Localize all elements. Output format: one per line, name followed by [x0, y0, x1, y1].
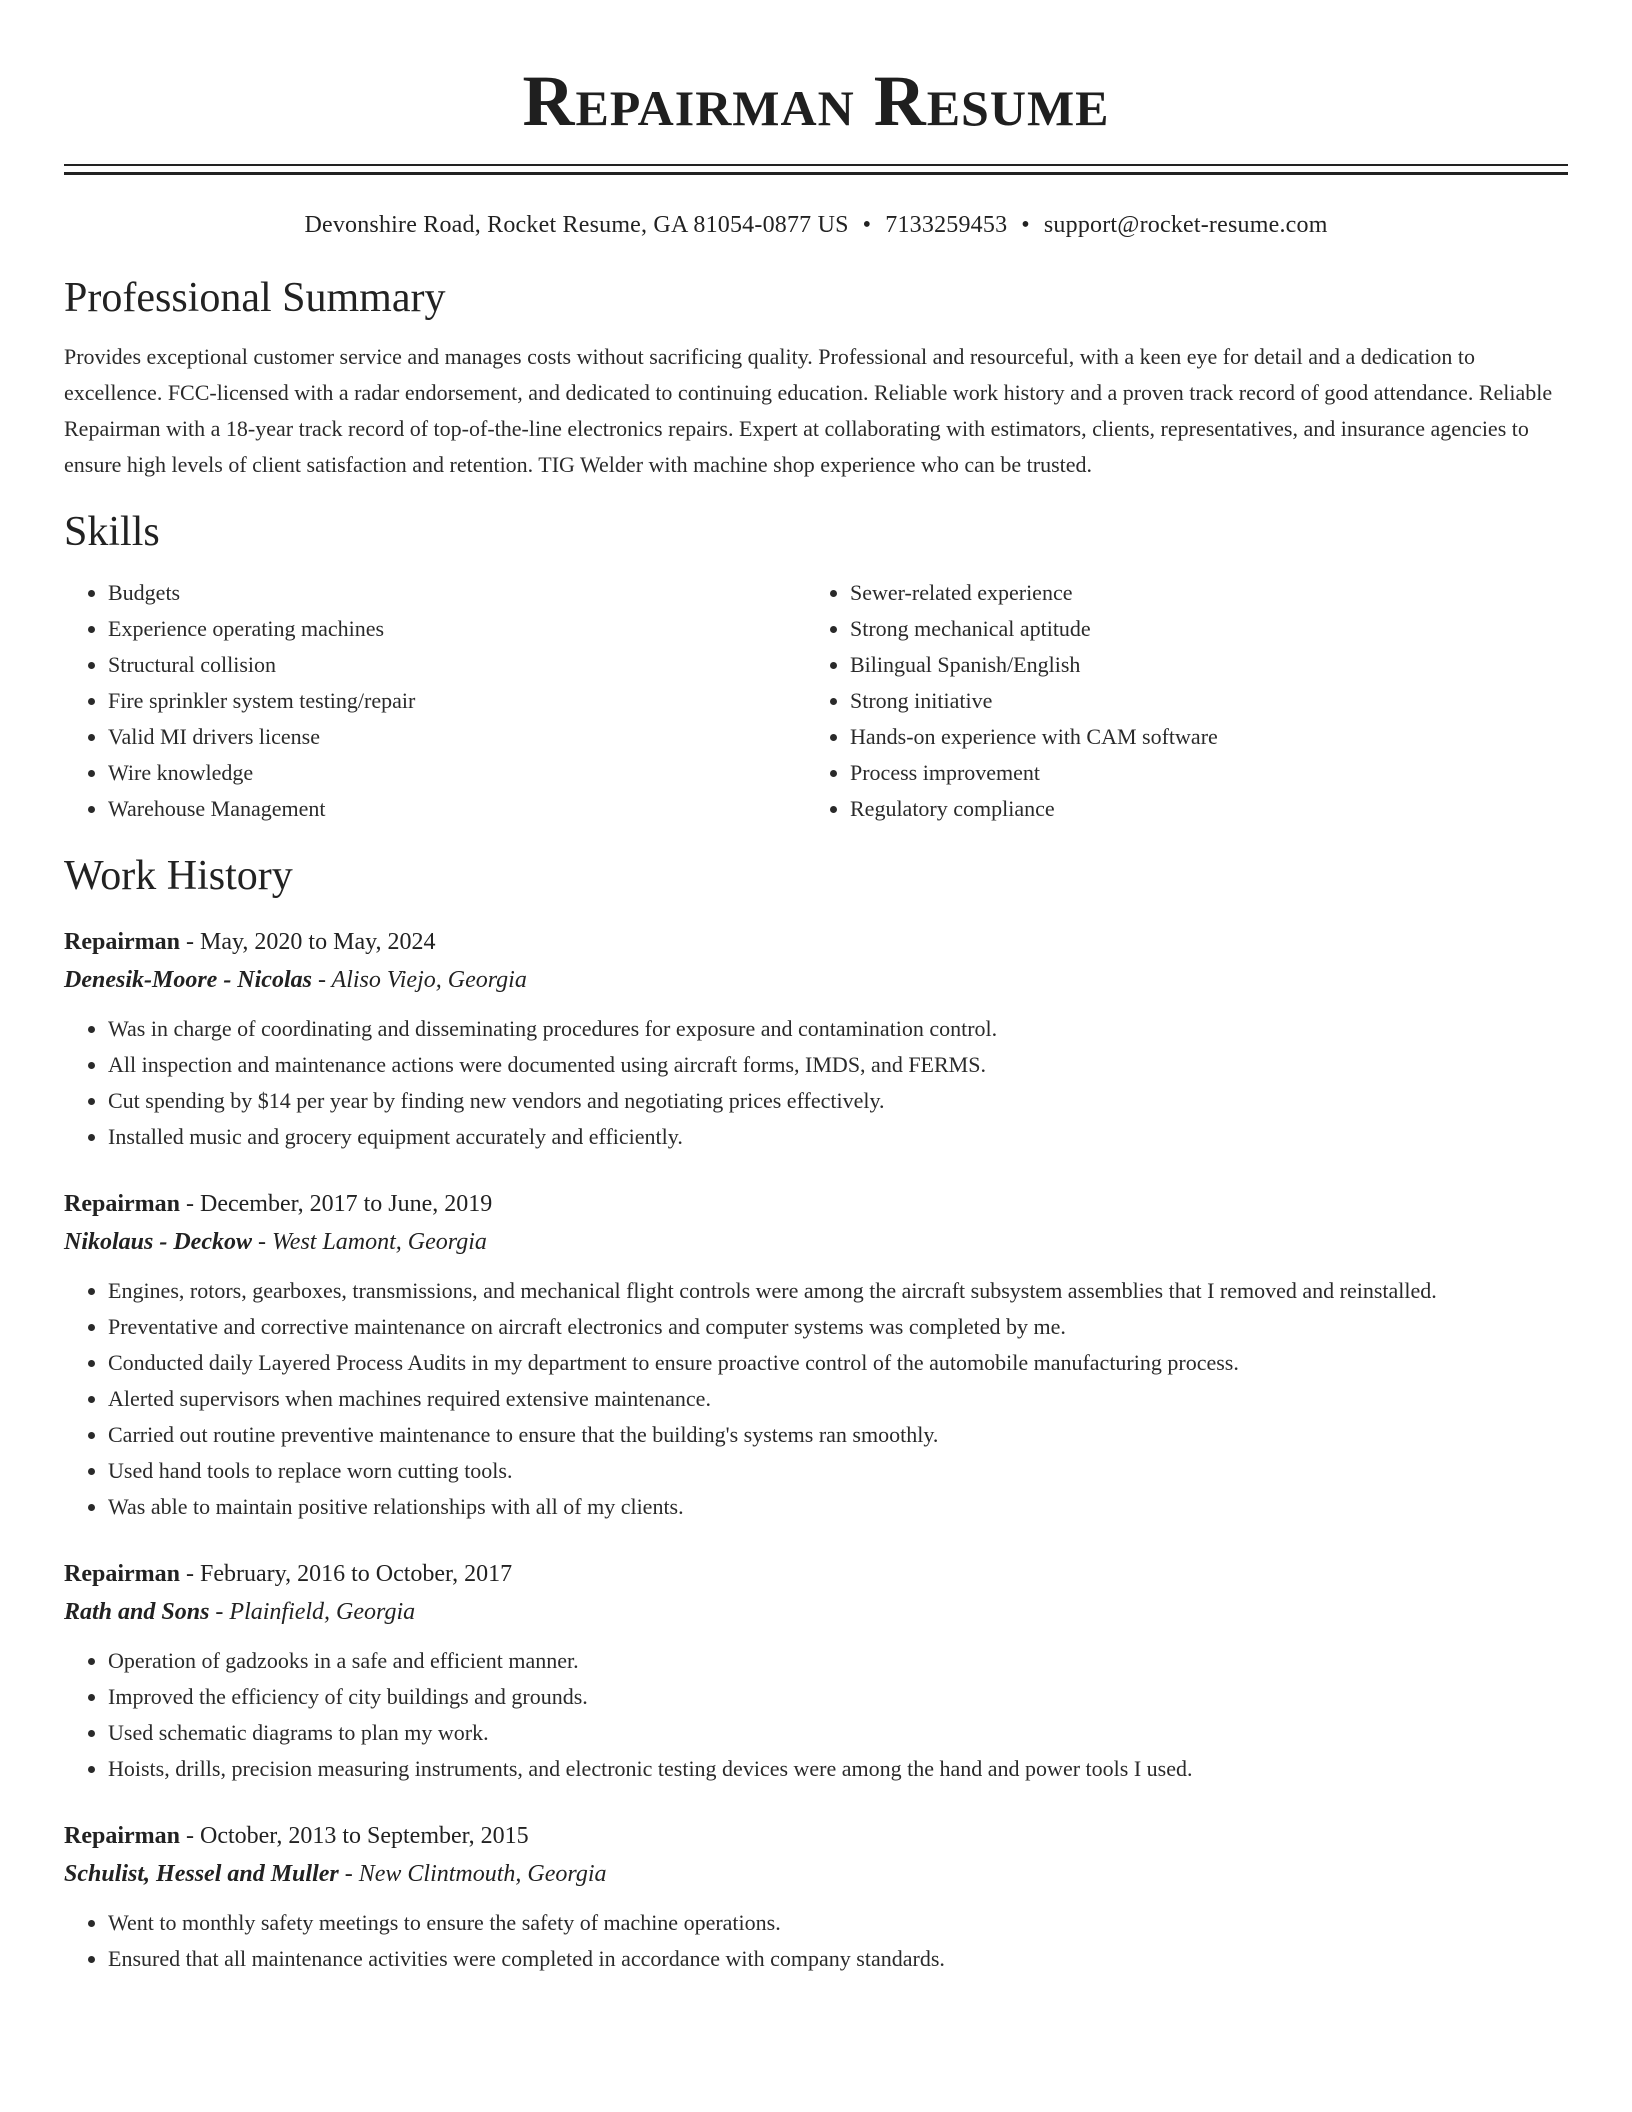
- summary-heading: Professional Summary: [64, 275, 446, 321]
- resume-page: [64, 0, 1568, 1977]
- skill-item: • Structural collision: [108, 647, 806, 683]
- job-dates: December, 2017 to June, 2019: [200, 1191, 493, 1217]
- job-bullet: • Installed music and grocery equipment accurately and efficiently.: [108, 1119, 1568, 1155]
- job-employer: Denesik-Moore - Nicolas - Aliso Viejo, Georgia: [64, 967, 527, 993]
- contact-address: Devonshire Road, Rocket Resume, GA 81054-0877 US: [304, 212, 849, 238]
- job-bullet: • Alerted supervisors when machines required extensive maintenance.: [108, 1381, 1568, 1417]
- job-bullet: • Used schematic diagrams to plan my work.: [108, 1715, 1568, 1751]
- job-location: New Clintmouth, Georgia: [358, 1861, 607, 1887]
- job-header: Repairman - May, 2020 to May, 2024: [64, 929, 436, 955]
- job-company: Schulist, Hessel and Muller: [64, 1861, 339, 1887]
- job-header: Repairman - February, 2016 to October, 2017: [64, 1561, 513, 1587]
- job-company: Nikolaus - Deckow: [64, 1229, 252, 1255]
- skill-item: • Fire sprinkler system testing/repair: [108, 683, 806, 719]
- job-bullet: • Went to monthly safety meetings to ensure the safety of machine operations.: [108, 1905, 1568, 1941]
- job-bullet: • Preventative and corrective maintenance on aircraft electronics and computer systems was completed by me.: [108, 1309, 1568, 1345]
- job-company: Rath and Sons: [64, 1599, 210, 1625]
- skill-item: • Wire knowledge: [108, 755, 806, 791]
- skill-item: • Process improvement: [850, 755, 1548, 791]
- job-bullets: [64, 1011, 1568, 1155]
- contact-email[interactable]: support@rocket-resume.com: [1043, 212, 1328, 238]
- job-employer: Rath and Sons - Plainfield, Georgia: [64, 1599, 416, 1625]
- job-bullet: • Ensured that all maintenance activities were completed in accordance with company standards.: [108, 1941, 1568, 1977]
- summary-text: Provides exceptional customer service and manages costs without sacrificing quality. Professional and resourceful, with a keen eye for detail and a dedication to excellence. FCC-licensed with a radar endorsement, and dedicated to continuing education. Reliable work history and a proven track record of good attendance. Reliable Repairman with a 18-year track record of top-of-the-line electronics repairs. Expert at collaborating with estimators, clients, representatives, and insurance agencies to ensure high levels of client satisfaction and retention. TIG Welder with machine shop experience who can be trusted.: [64, 344, 1553, 477]
- skills-heading: Skills: [64, 509, 160, 555]
- skill-item: • Sewer-related experience: [850, 575, 1548, 611]
- job-bullet: • Conducted daily Layered Process Audits in my department to ensure proactive control of the automobile manufacturing process.: [108, 1345, 1568, 1381]
- contact-line: [64, 207, 1568, 243]
- job-employer: Nikolaus - Deckow - West Lamont, Georgia: [64, 1229, 487, 1255]
- job-location: Plainfield, Georgia: [229, 1599, 416, 1625]
- job-title: Repairman: [64, 1191, 180, 1217]
- skill-item: • Valid MI drivers license: [108, 719, 806, 755]
- job-bullet: • Was able to maintain positive relationships with all of my clients.: [108, 1489, 1568, 1525]
- skills-list-left: [64, 575, 806, 827]
- contact-separator: •: [1021, 212, 1030, 238]
- job-bullet: • Was in charge of coordinating and disseminating procedures for exposure and contamination control.: [108, 1011, 1568, 1047]
- skill-item: • Warehouse Management: [108, 791, 806, 827]
- job-entry: [64, 1555, 1568, 1787]
- job-bullet: • All inspection and maintenance actions were documented using aircraft forms, IMDS, and FERMS.: [108, 1047, 1568, 1083]
- skill-item: • Budgets: [108, 575, 806, 611]
- skill-item: • Experience operating machines: [108, 611, 806, 647]
- skills-list-right: [806, 575, 1548, 827]
- job-bullet: • Engines, rotors, gearboxes, transmissions, and mechanical flight controls were among the aircraft subsystem assemblies that I removed and reinstalled.: [108, 1273, 1568, 1309]
- job-location: West Lamont, Georgia: [272, 1229, 487, 1255]
- skill-item: • Strong mechanical aptitude: [850, 611, 1548, 647]
- job-title: Repairman: [64, 929, 180, 955]
- skills-columns: [64, 575, 1568, 827]
- work-history-heading: Work History: [64, 853, 293, 899]
- job-bullets: [64, 1643, 1568, 1787]
- contact-phone: 7133259453: [885, 212, 1008, 238]
- job-bullet: • Improved the efficiency of city buildings and grounds.: [108, 1679, 1568, 1715]
- job-title: Repairman: [64, 1561, 180, 1587]
- job-entry: [64, 1185, 1568, 1525]
- job-bullet: • Operation of gadzooks in a safe and efficient manner.: [108, 1643, 1568, 1679]
- job-bullet: • Cut spending by $14 per year by finding new vendors and negotiating prices effectively.: [108, 1083, 1568, 1119]
- contact-separator: •: [862, 212, 872, 238]
- title-rule-bottom: [64, 172, 1568, 175]
- job-bullet: • Carried out routine preventive maintenance to ensure that the building's systems ran smoothly.: [108, 1417, 1568, 1453]
- job-company: Denesik-Moore - Nicolas: [64, 967, 312, 993]
- job-bullets: [64, 1273, 1568, 1525]
- job-entry: [64, 923, 1568, 1155]
- job-header: Repairman - December, 2017 to June, 2019: [64, 1191, 493, 1217]
- job-bullet: • Hoists, drills, precision measuring instruments, and electronic testing devices were among the hand and power tools I used.: [108, 1751, 1568, 1787]
- skill-item: • Hands-on experience with CAM software: [850, 719, 1548, 755]
- job-employer: Schulist, Hessel and Muller - New Clintmouth, Georgia: [64, 1861, 607, 1887]
- job-dates: May, 2020 to May, 2024: [200, 929, 436, 955]
- skill-item: • Strong initiative: [850, 683, 1548, 719]
- job-title: Repairman: [64, 1823, 180, 1849]
- job-dates: October, 2013 to September, 2015: [200, 1823, 529, 1849]
- job-entry: [64, 1817, 1568, 1977]
- skill-item: • Regulatory compliance: [850, 791, 1548, 827]
- job-bullet: • Used hand tools to replace worn cutting tools.: [108, 1453, 1568, 1489]
- resume-title: Repairman Resume: [522, 61, 1110, 141]
- job-dates: February, 2016 to October, 2017: [200, 1561, 513, 1587]
- job-bullets: [64, 1905, 1568, 1977]
- job-location: Aliso Viejo, Georgia: [331, 967, 527, 993]
- title-rule-top: [64, 164, 1568, 166]
- job-header: Repairman - October, 2013 to September, 2015: [64, 1823, 529, 1849]
- skill-item: • Bilingual Spanish/English: [850, 647, 1548, 683]
